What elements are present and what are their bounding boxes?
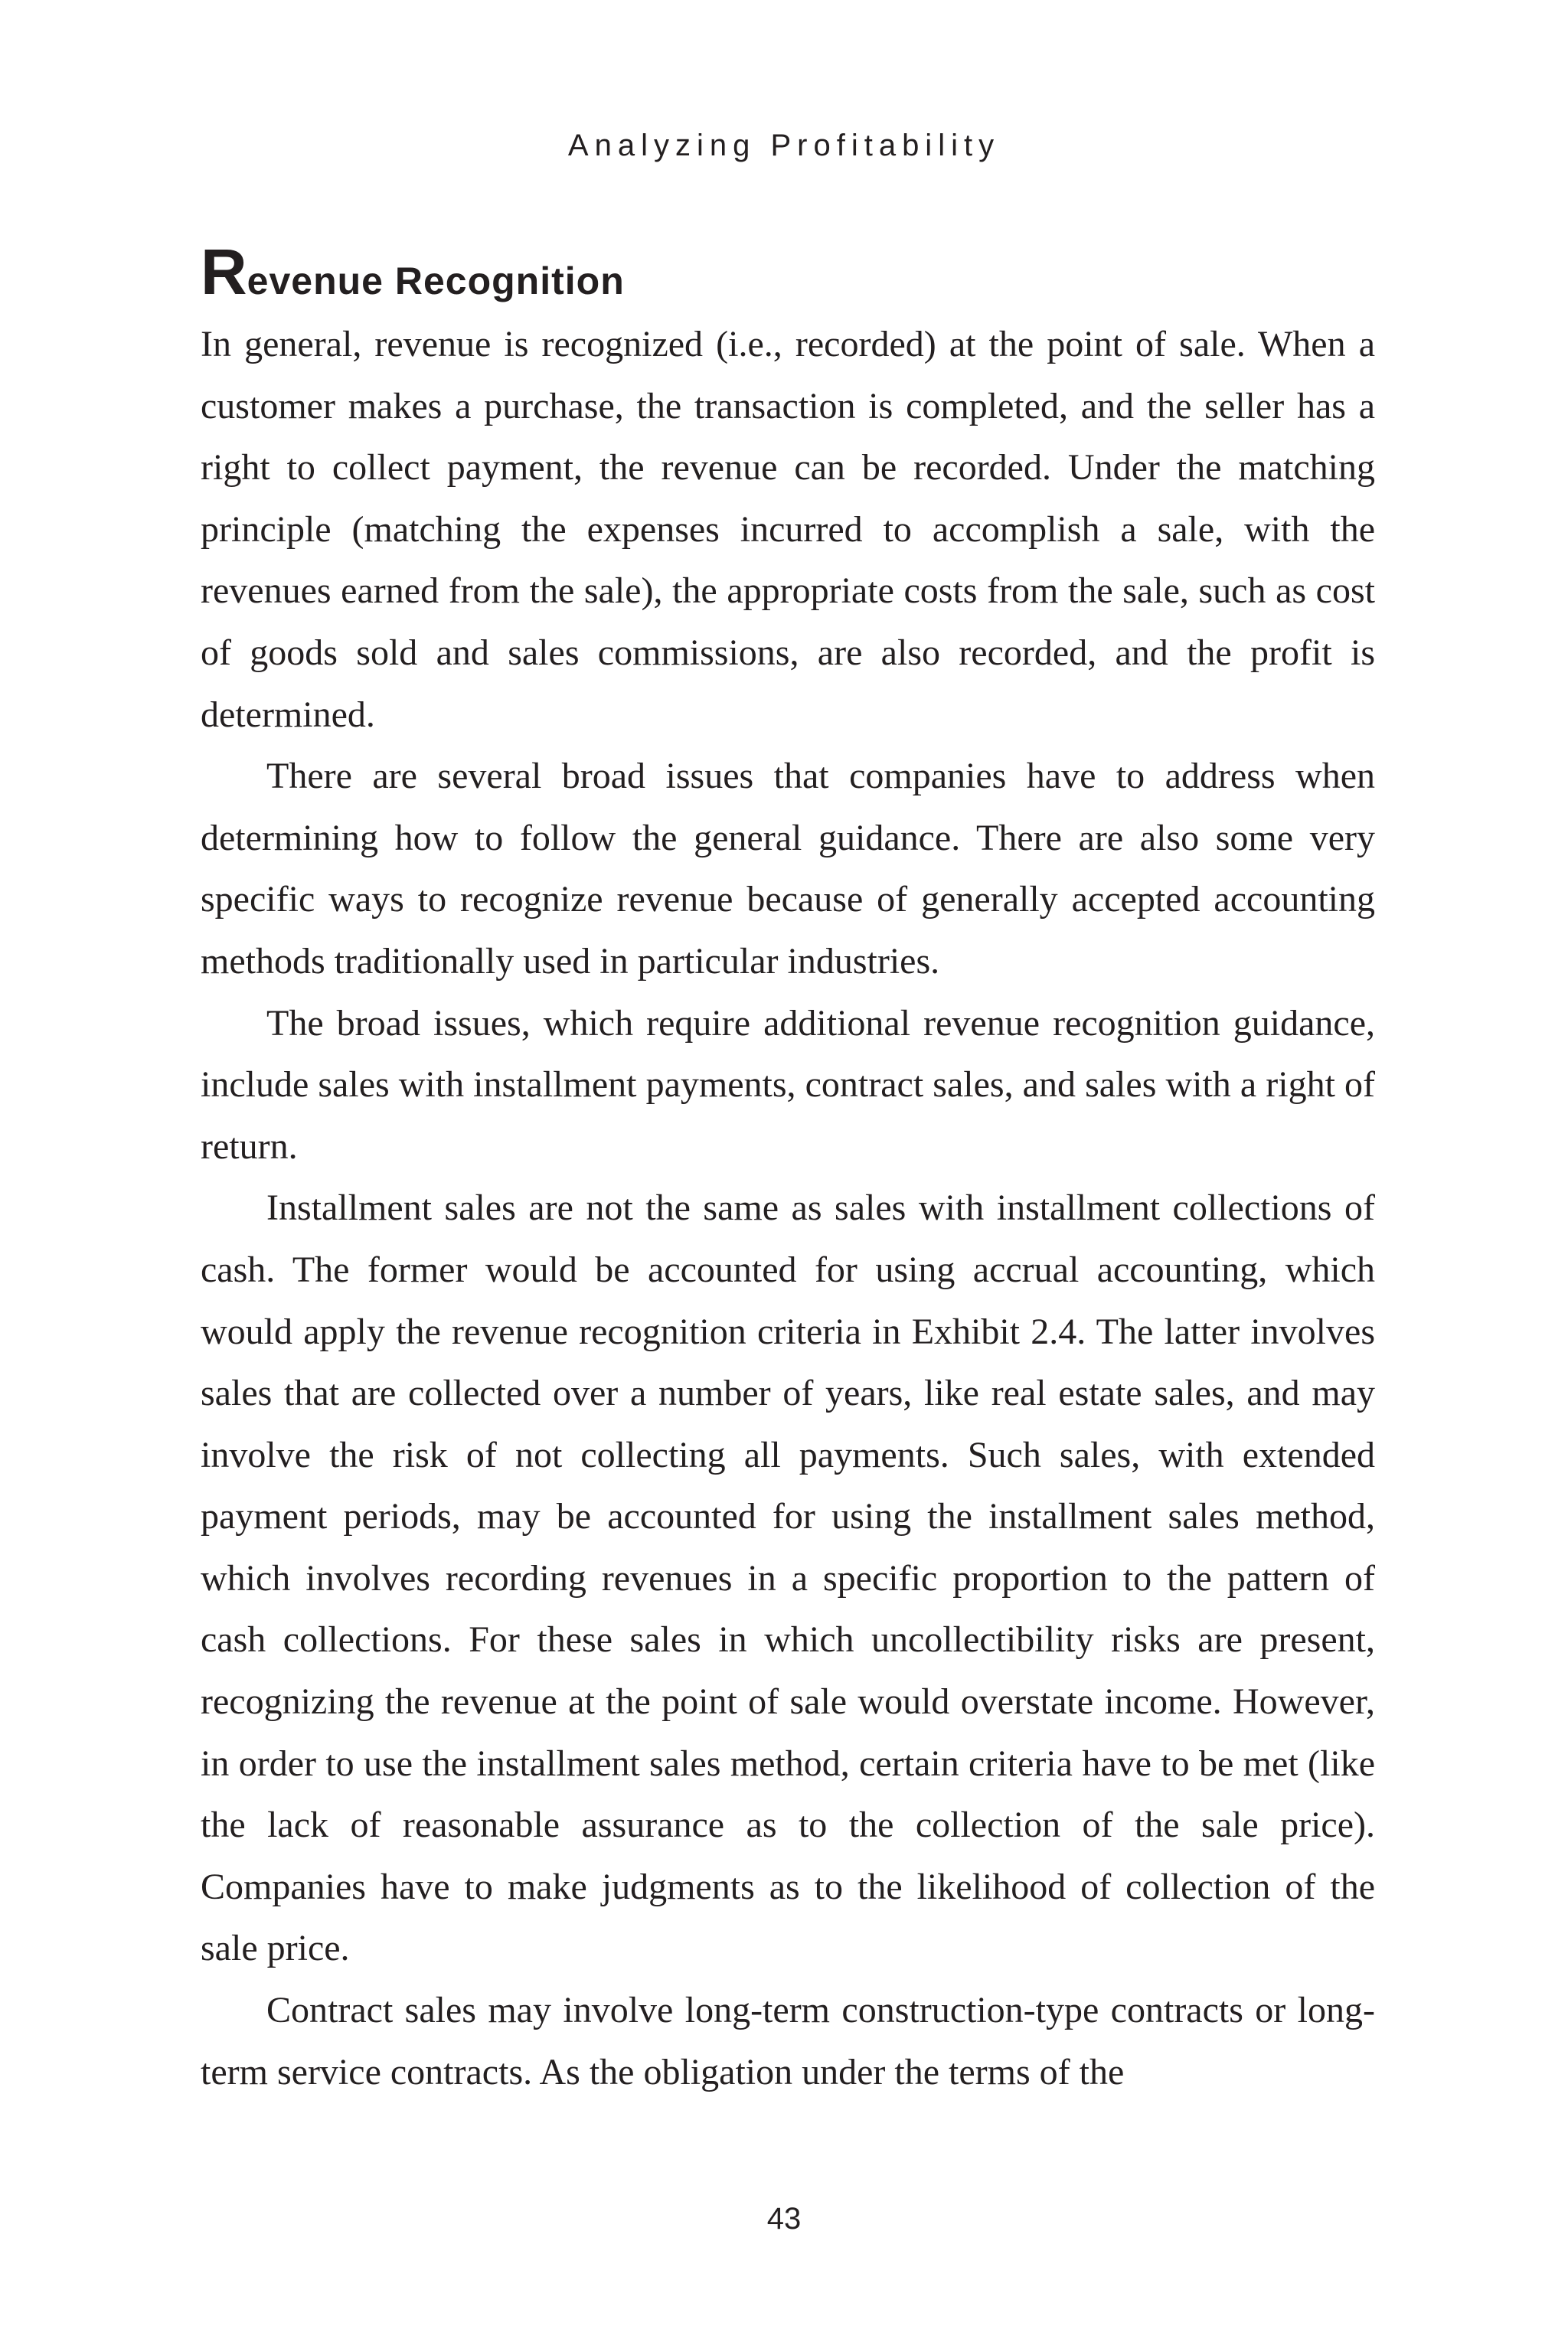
body-paragraph-5: Contract sales may involve long-term construction-type contracts or long-term service contracts. As the obligation under the terms of the: [201, 1990, 1375, 2092]
running-head: Analyzing Profitability: [567, 129, 1001, 162]
body-paragraph-3: The broad issues, which require additional revenue recognition guidance, include sales with installment payments, contract sales, and sales with a right of return.: [201, 1002, 1375, 1167]
section-title-text: evenue Recognition: [247, 260, 625, 302]
page-number: 43: [766, 2202, 802, 2236]
body-paragraph-1: In general, revenue is recognized (i.e., recorded) at the point of sale. When a customer makes a purchase, the transaction is completed, and the seller has a right to collect payment, the revenue can be recorded. Under the matching principle (matching the expenses incurred to accomplish a sale, with the revenues earned from the sale), the appropriate costs from the sale, such as cost of goods sold and sales commissions, are also recorded, and the profit is determined.: [201, 324, 1375, 735]
page-body: [201, 230, 1375, 2103]
section-title: [201, 230, 1375, 314]
section-title-initial: R: [201, 236, 247, 308]
body-paragraph-2: There are several broad issues that companies have to address when determining how to follow the general guidance. There are also some very specific ways to recognize revenue because of generally accepted accounting methods traditionally used in particular industries.: [201, 756, 1375, 982]
body-paragraph-4: Installment sales are not the same as sales with installment collections of cash. The former would be accounted for using accrual accounting, which would apply the revenue recognition criteria in Exhibit 2.4. The latter involves sales that are collected over a number of years, like real estate sales, and may involve the risk of not collecting all payments. Such sales, with extended payment periods, may be accounted for using the installment sales method, which involves recording revenues in a specific proportion to the pattern of cash collections. For these sales in which uncollectibility risks are present, recognizing the revenue at the point of sale would overstate income. However, in order to use the installment sales method, certain criteria have to be met (like the lack of reasonable assurance as to the collection of the sale price). Companies have to make judgments as to the likelihood of collection of the sale price.: [201, 1187, 1375, 1969]
